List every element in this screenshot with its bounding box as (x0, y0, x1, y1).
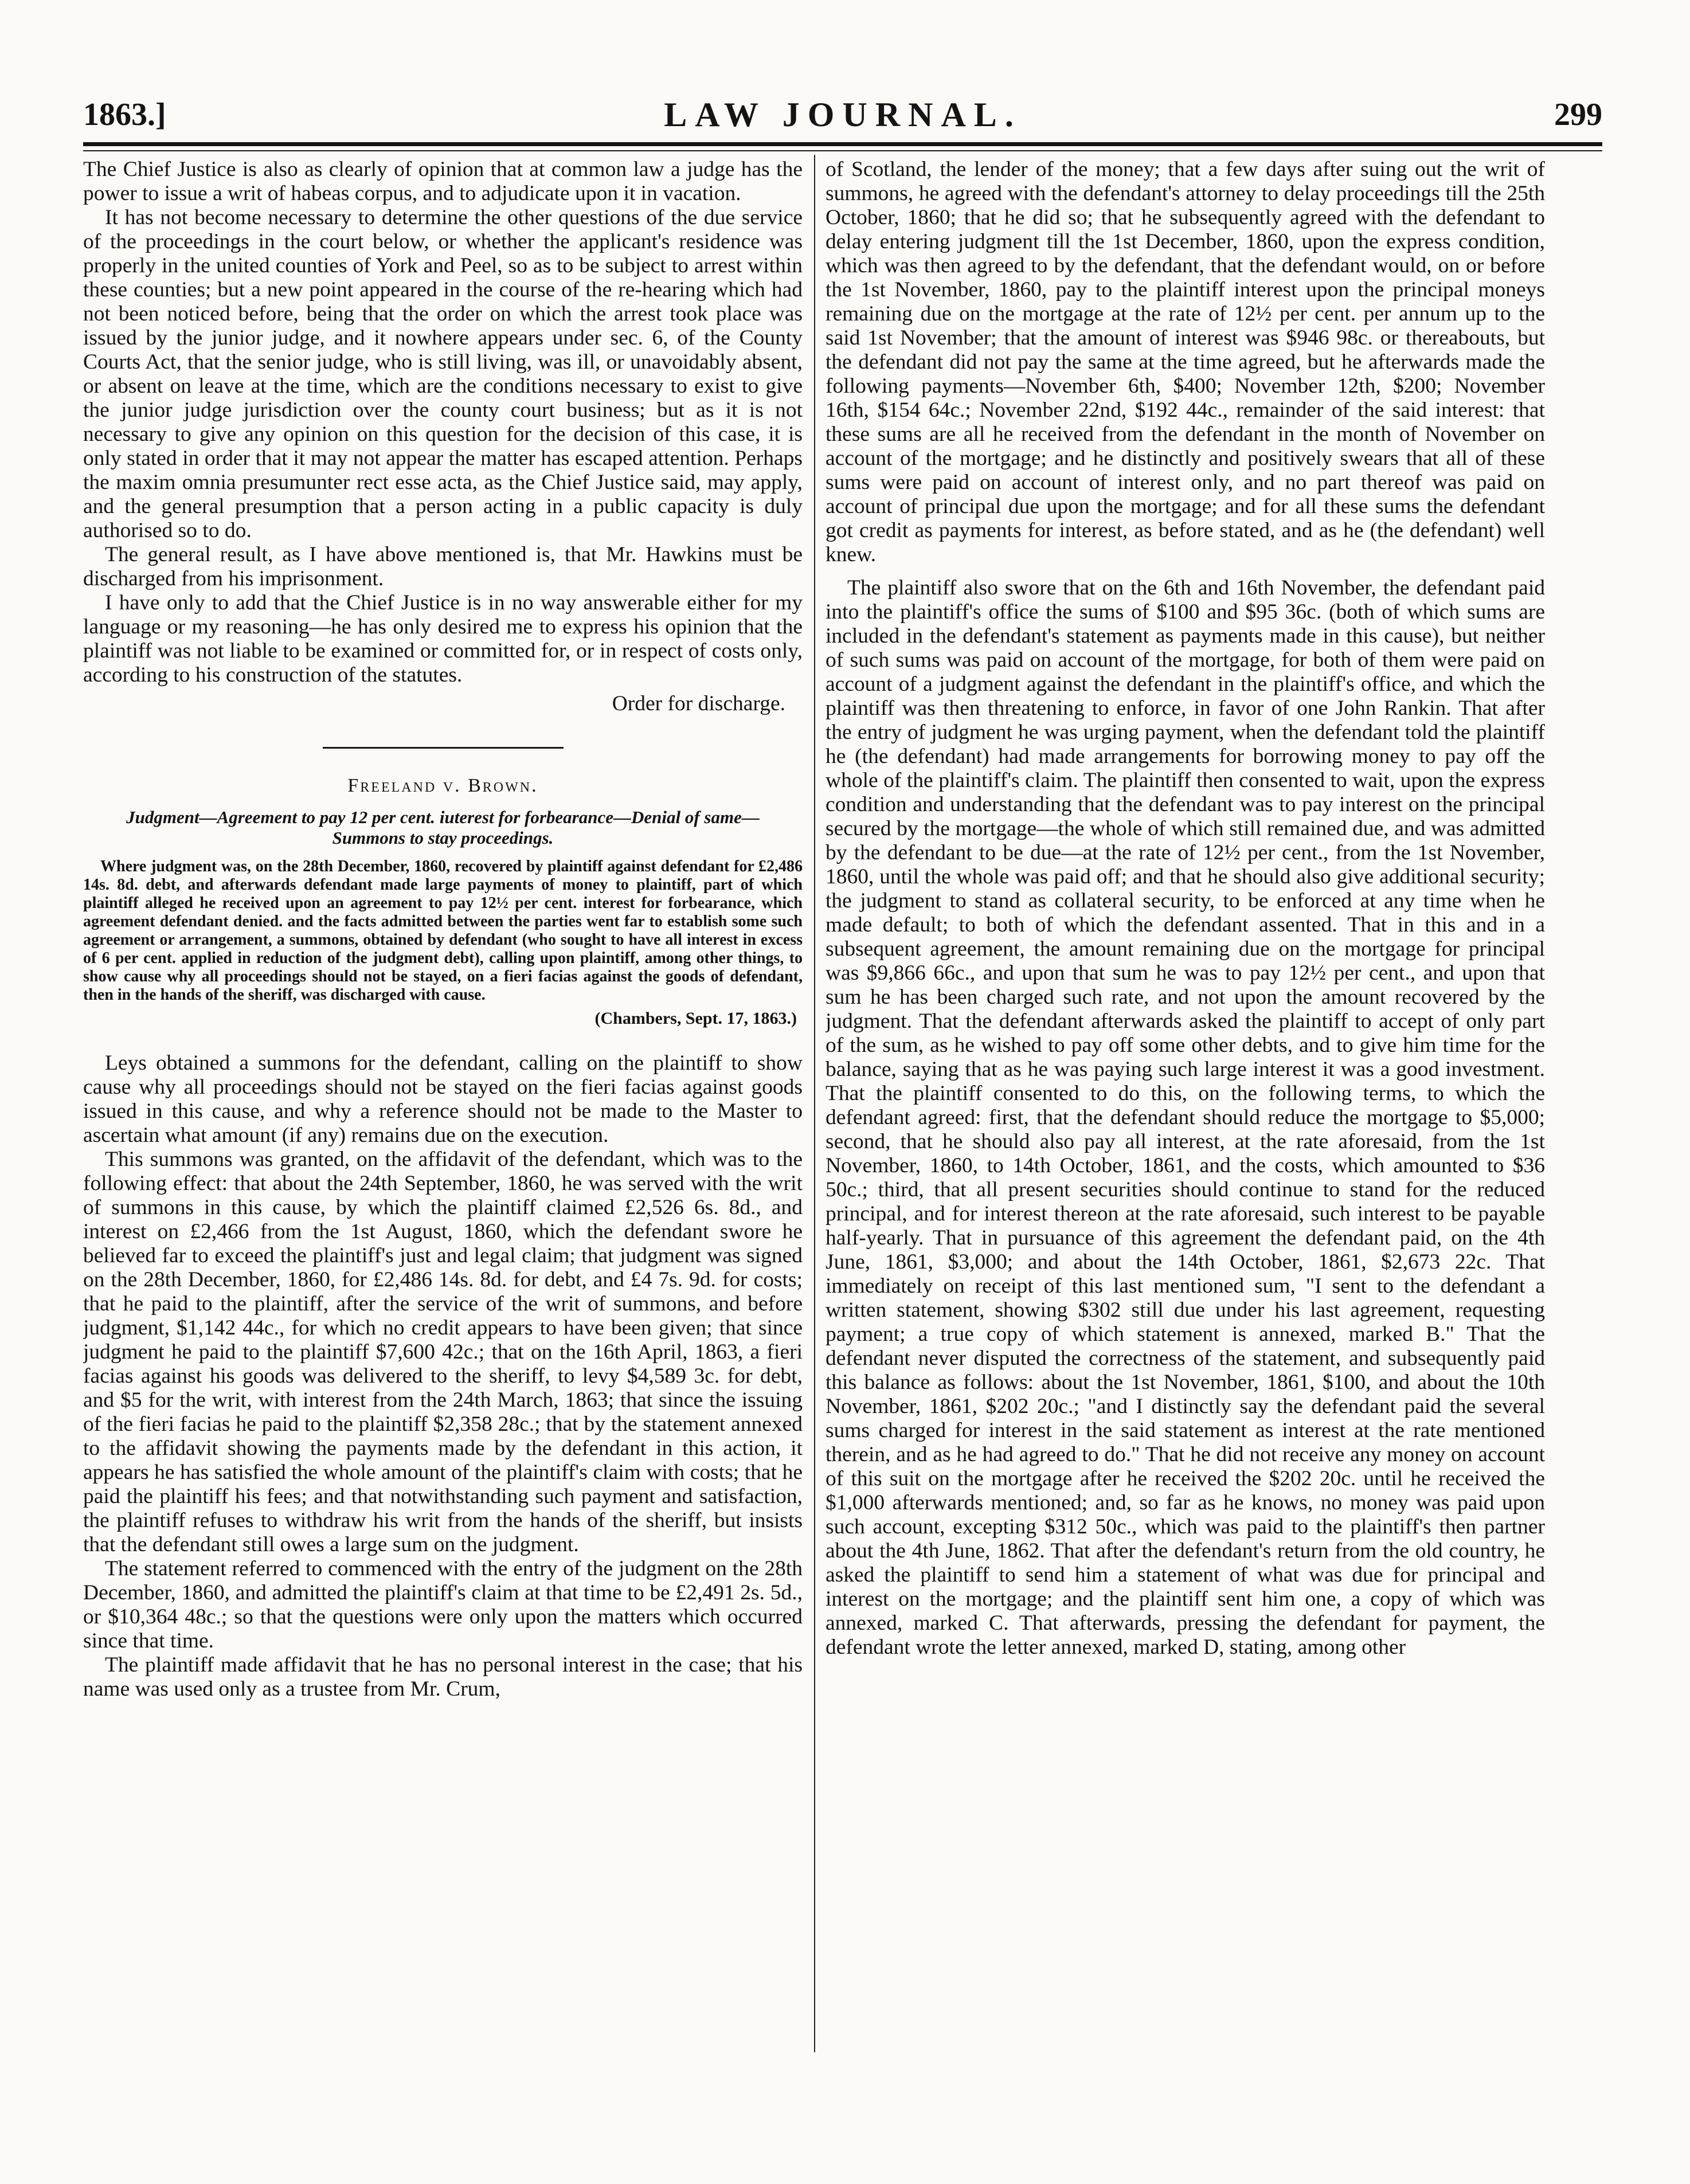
header-rule-thick (83, 142, 1602, 146)
order-line: Order for discharge. (612, 692, 785, 715)
court-date: (Chambers, Sept. 17, 1863.) (594, 1009, 797, 1028)
paragraph: of Scotland, the lender of the money; that a few days after suing out the writ of summons, he agreed with the defendant's attorney to delay proceedings till the 25th October, 1860; that he did so; that he subsequently agreed with the defendant to delay entering judgment till the 1st December, 1860, upon the express condition, which was then agreed to by the defendant, that the defendant would, on or before the 1st November, 1860, pay to the plaintiff interest upon the principal moneys remaining due on the mortgage at the rate of 12½ per cent. per annum up to the said 1st November; that the amount of interest was $946 98c. or thereabouts, but the defendant did not pay the same at the time agreed, but he afterwards made the following payments—November 6th, $400; November 12th, $200; November 16th, $154 64c.; November 22nd, $192 44c., remainder of the said interest: that these sums are all he received from the defendant in the month of November on account of the mortgage; and he distinctly and positively swears that all of these sums were paid on account of interest only, and no part thereof was paid on account of principal due upon the mortgage; and for all these sums the defendant got credit as payments for interest, as before stated, and as he (the defendant) well knew. (826, 158, 1545, 566)
right-column (826, 158, 1545, 2049)
journal-title: LAW JOURNAL. (664, 96, 1022, 134)
page-number: 299 (1554, 97, 1602, 132)
paragraph: The general result, as I have above mentioned is, that Mr. Hawkins must be discharged from his imprisonment. (83, 543, 803, 590)
paragraph: This summons was granted, on the affidavit of the defendant, which was to the following effect: that about the 24th September, 1860, he was served with the writ of summons in this cause, by which the plaintiff claimed £2,526 6s. 8d., and interest on £2,466 from the 1st August, 1860, which the defendant swore he believed far to exceed the plaintiff's just and legal claim; that judgment was signed on the 28th December, 1860, for £2,486 14s. 8d. for debt, and £4 7s. 9d. for costs; that he paid to the plaintiff, after the service of the writ of summons, and before judgment, $1,142 44c., for which no credit appears to have been given; that since judgment he paid to the plaintiff $7,600 42c.; that on the 16th April, 1863, a fieri facias against his goods was delivered to the sheriff, to levy $4,589 3c. for debt, and $5 for the writ, with interest from the 24th March, 1863; that since the issuing of the fieri facias he paid to the plaintiff $2,358 28c.; that by the statement annexed to the affidavit showing the payments made by the defendant in this action, it appears he has satisfied the whole amount of the plaintiff's claim with costs; that he paid the plaintiff his fees; and that notwithstanding such payment and satisfaction, the plaintiff refuses to withdraw his writ from the hands of the sheriff, but insists that the defendant still owes a large sum on the judgment. (83, 1148, 803, 1556)
running-header (83, 92, 1602, 138)
header-rule-thin (83, 150, 1602, 151)
section-separator (323, 747, 564, 749)
paragraph: It has not become necessary to determine the other questions of the due service of the proceedings in the court below, or whether the applicant's residence was properly in the united counties of York and Peel, so as to be subject to arrest within these counties; but a new point appeared in the course of the re-hearing which had not been noticed before, being that the order on which the arrest took place was issued by the junior judge, and it nowhere appears under sec. 6, of the County Courts Act, that the senior judge, who is still living, was ill, or unavoidably absent, or absent on leave at the time, which are the conditions necessary to exist to give the junior judge jurisdiction over the county court business; but as it is not necessary to give any opinion on this question for the decision of this case, it is only stated in order that it may not appear the matter has escaped attention. Perhaps the maxim omnia presumunter rect esse acta, as the Chief Justice said, may apply, and the general presumption that a person acting in a public capacity is duly authorised so to do. (83, 206, 803, 542)
paragraph: The plaintiff made affidavit that he has no personal interest in the case; that his name was used only as a trustee from Mr. Crum, (83, 1653, 803, 1701)
paragraph: The plaintiff also swore that on the 6th and 16th November, the defendant paid into the plaintiff's office the sums of $100 and $95 36c. (both of which sums are included in the defendant's statement as payments made in this cause), but neither of such sums was paid on account of the mortgage, for both of them were paid on account of a judgment against the defendant in the plaintiff's office, and which the plaintiff was then threatening to enforce, in favor of one John Rankin. That after the entry of judgment he was urging payment, when the defendant told the plaintiff he (the defendant) had made arrangements for borrowing money to pay off the whole of the plaintiff's claim. The plaintiff then consented to wait, upon the express condition and understanding that the defendant was to pay interest on the principal secured by the mortgage—the whole of which still remained due, and was admitted by the defendant to be due—at the rate of 12½ per cent., from the 1st November, 1860, until the whole was paid off; and that he should also give additional security; the judgment to stand as collateral security, to be enforced at any time when he made default; to both of which the defendant assented. That in this and in a subsequent agreement, the amount remaining due on the mortgage for principal was $9,866 66c., and upon that sum he was to pay 12½ per cent., and upon that sum he has been charged such rate, and not upon the amount recovered by the judgment. That the defendant afterwards asked the plaintiff to accept of only part of the sum, as he wished to pay off some other debts, and to give him time for the balance, saying that as he was paying such large interest it was a good investment. That the plaintiff consented to do this, on the following terms, to which the defendant agreed: first, that the defendant should reduce the mortgage to $5,000; second, that he should also pay all interest, at the rate aforesaid, from the 1st November, 1860, to 14th October, 1861, and the costs, which amounted to $36 50c.; third, that all present securities should continue to stand for the reduced principal, and for interest thereon at the rate aforesaid, such interest to be payable half-yearly. That in pursuance of this agreement the defendant paid, on the 4th June, 1861, $3,000; and about the 14th October, 1861, $2,673 22c. That immediately on receipt of this last mentioned sum, "I sent to the defendant a written statement, showing $302 still due under his last agreement, requesting payment; a true copy of which statement is annexed, marked B." That the defendant never disputed the correctness of the statement, and subsequently paid this balance as follows: about the 1st November, 1861, $100, and about the 10th November, 1861, $202 20c.; "and I distinctly say the defendant paid the several sums charged for interest in the said statement as interest at the rate mentioned therein, and as he had agreed to do." That he did not receive any money on account of this suit on the mortgage after he received the $202 20c. until he received the $1,000 afterwards mentioned; and, so far as he knows, no money was paid upon such account, excepting $312 50c., which was paid to the plaintiff's then partner about the 4th June, 1862. That after the defendant's return from the old country, he asked the plaintiff to send him a statement of what was due for principal and interest on the mortgage; and the plaintiff sent him one, a copy of which was annexed, marked C. That afterwards, pressing the defendant for payment, the defendant wrote the letter annexed, marked D, stating, among other (826, 576, 1545, 1659)
column-divider (814, 155, 815, 2052)
case-syllabus: Where judgment was, on the 28th December, 1860, recovered by plaintiff against defendant for £2,486 14s. 8d. debt, and afterwards defendant made large payments of money to plaintiff, part of which plaintiff alleged he received upon an agreement to pay 12½ per cent. interest for forbearance, which agreement defendant denied. and the facts admitted between the parties went far to establish some such agreement or arrangement, a summons, obtained by defendant (who sought to have all interest in excess of 6 per cent. applied in reduction of the judgment debt), calling upon plaintiff, among other things, to show cause why all proceedings should not be stayed, on a fieri facias against the goods of defendant, then in the hands of the sheriff, was discharged with cause. (83, 858, 803, 1004)
left-column (83, 158, 803, 2049)
header-year: 1863.] (83, 97, 166, 132)
paragraph: Leys obtained a summons for the defendant, calling on the plaintiff to show cause why all proceedings should not be stayed on the fieri facias against goods issued in this cause, and why a reference should not be made to the Master to ascertain what amount (if any) remains due on the execution. (83, 1051, 803, 1147)
paragraph: I have only to add that the Chief Justice is in no way answerable either for my language or my reasoning—he has only desired me to express his opinion that the plaintiff was not liable to be examined or committed for, or in respect of costs only, according to his construction of the statutes. (83, 591, 803, 687)
case-title: Freeland v. Brown. (347, 775, 538, 796)
case-headnote: Judgment—Agreement to pay 12 per cent. iuterest for forbearance—Denial of same—Summons to stay proceedings. (126, 807, 760, 848)
paragraph: The Chief Justice is also as clearly of opinion that at common law a judge has the power to issue a writ of habeas corpus, and to adjudicate upon it in vacation. (83, 158, 803, 205)
paragraph: The statement referred to commenced with the entry of the judgment on the 28th December, 1860, and admitted the plaintiff's claim at that time to be £2,491 2s. 5d., or $10,364 48c.; so that the questions were only upon the matters which occurred since that time. (83, 1557, 803, 1653)
